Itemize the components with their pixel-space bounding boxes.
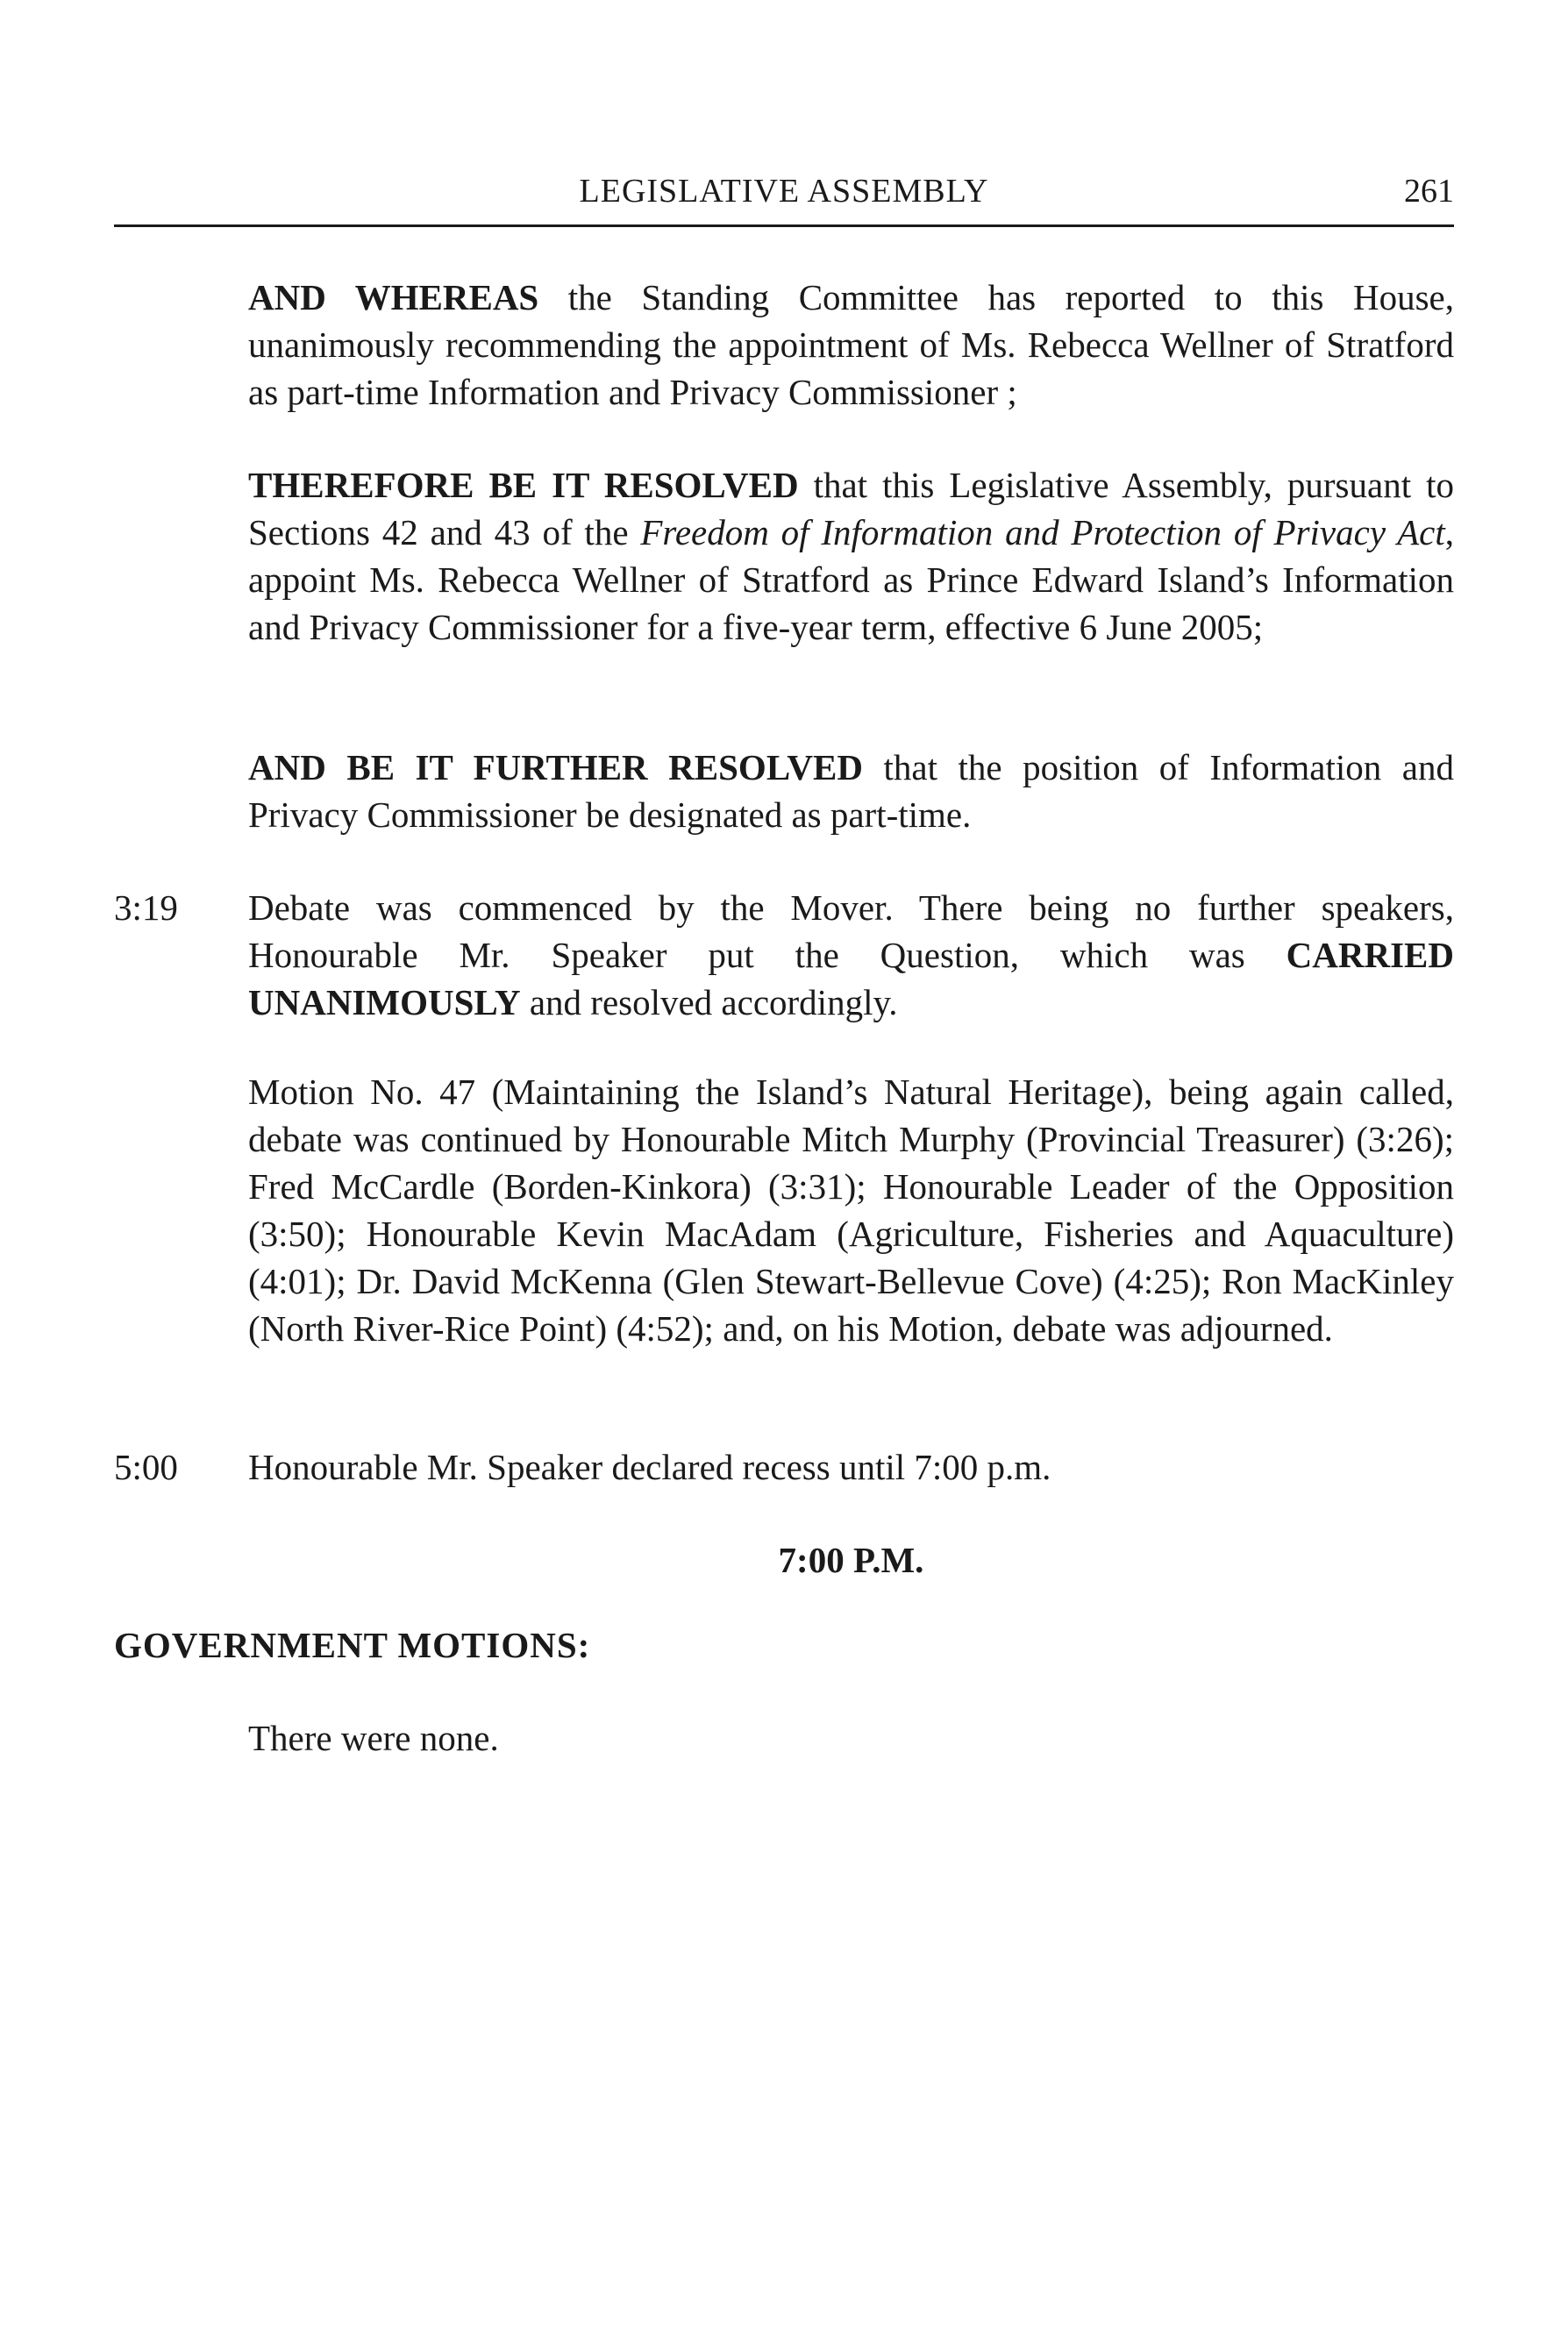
therefore-text-2: , appoint Ms. Rebecca Wellner of Stratford as Prince Edward Island’s Information and Privacy Commissioner for a five-year term, effective 6 June 2005;	[248, 512, 1454, 647]
therefore-paragraph	[248, 461, 1454, 651]
evening-session-heading: 7:00 P.M.	[778, 1540, 924, 1580]
therefore-text-1: that this Legislative Assembly, pursuant to Sections 42 and 43 of the	[248, 465, 1454, 552]
government-motions-heading: GOVERNMENT MOTIONS:	[114, 1625, 591, 1665]
debate-319-text-2: and resolved accordingly.	[520, 982, 898, 1022]
whereas-lead: AND WHEREAS	[248, 277, 539, 317]
whereas-text: the Standing Committee has reported to this House, unanimously recommending the appointment of Ms. Rebecca Wellner of Stratford as part-time Information and Privacy Commissioner ;	[248, 277, 1454, 412]
vote-result: CARRIED UNANIMOUSLY	[248, 935, 1454, 1022]
debate-319-paragraph	[248, 884, 1454, 1026]
time-stamp-500: 5:00	[114, 1447, 178, 1487]
page-header	[114, 172, 1454, 227]
act-name: Freedom of Information and Protection of Privacy Act	[640, 512, 1445, 552]
debate-319-text-1: Debate was commenced by the Mover. There being no further speakers, Honourable Mr. Speaker put the Question, which was	[248, 887, 1454, 975]
further-text: that the position of Information and Privacy Commissioner be designated as part-time.	[248, 747, 1454, 835]
page-number: 261	[1404, 173, 1454, 210]
time-stamp-319: 3:19	[114, 887, 178, 928]
motion-47-paragraph: Motion No. 47 (Maintaining the Island’s Natural Heritage), being again called, debate was continued by Honourable Mitch Murphy (Provincial Treasurer) (3:26); Fred McCardle (Borden-Kinkora) (3:31); Honourable Leader of the Opposition (3:50); Honourable Kevin MacAdam (Agriculture, Fisheries and Aquaculture) (4:01); Dr. David McKenna (Glen Stewart-Bellevue Cove) (4:25); Ron MacKinley (North River-Rice Point) (4:52); and, on his Motion, debate was adjourned.	[248, 1072, 1454, 1349]
therefore-lead: THEREFORE BE IT RESOLVED	[248, 465, 799, 505]
whereas-paragraph	[248, 274, 1454, 416]
recess-paragraph: Honourable Mr. Speaker declared recess until 7:00 p.m.	[248, 1447, 1051, 1487]
running-title: LEGISLATIVE ASSEMBLY	[579, 173, 989, 210]
further-resolved-paragraph	[248, 744, 1454, 838]
further-lead: AND BE IT FURTHER RESOLVED	[248, 747, 863, 787]
government-motions-text: There were none.	[248, 1718, 499, 1758]
